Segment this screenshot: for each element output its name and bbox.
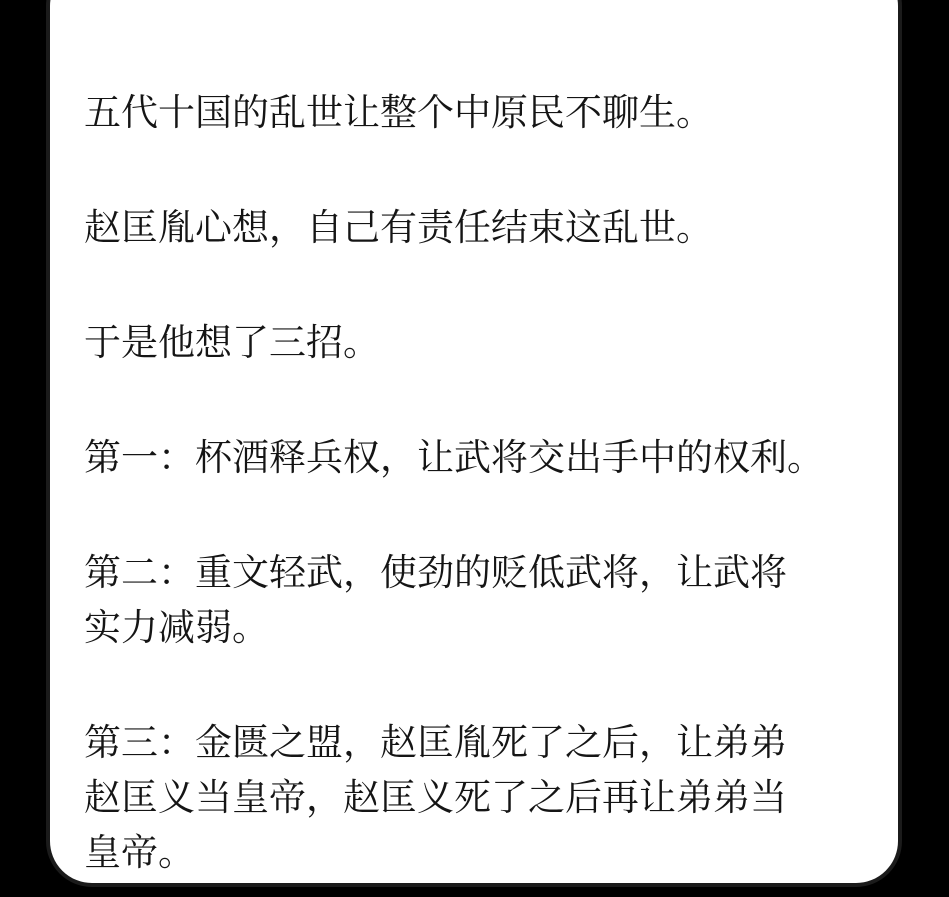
paragraph-3: 于是他想了三招。: [84, 321, 380, 364]
paragraph-4: 第一：杯酒释兵权，让武将交出手中的权利。: [84, 436, 824, 479]
post-body: [84, 85, 884, 887]
paragraph-2: 赵匡胤心想，自己有责任结束这乱世。: [84, 206, 713, 249]
paragraph-6: 第三：金匮之盟，赵匡胤死了之后，让弟弟 赵匡义当皇帝，赵匡义死了之后再让弟弟当 皇帝。: [84, 721, 787, 874]
text-card: [46, 0, 902, 887]
paragraph-5: 第二：重文轻武，使劲的贬低武将，让武将 实力减弱。: [84, 551, 787, 649]
paragraph-1: 五代十国的乱世让整个中原民不聊生。: [84, 91, 713, 134]
